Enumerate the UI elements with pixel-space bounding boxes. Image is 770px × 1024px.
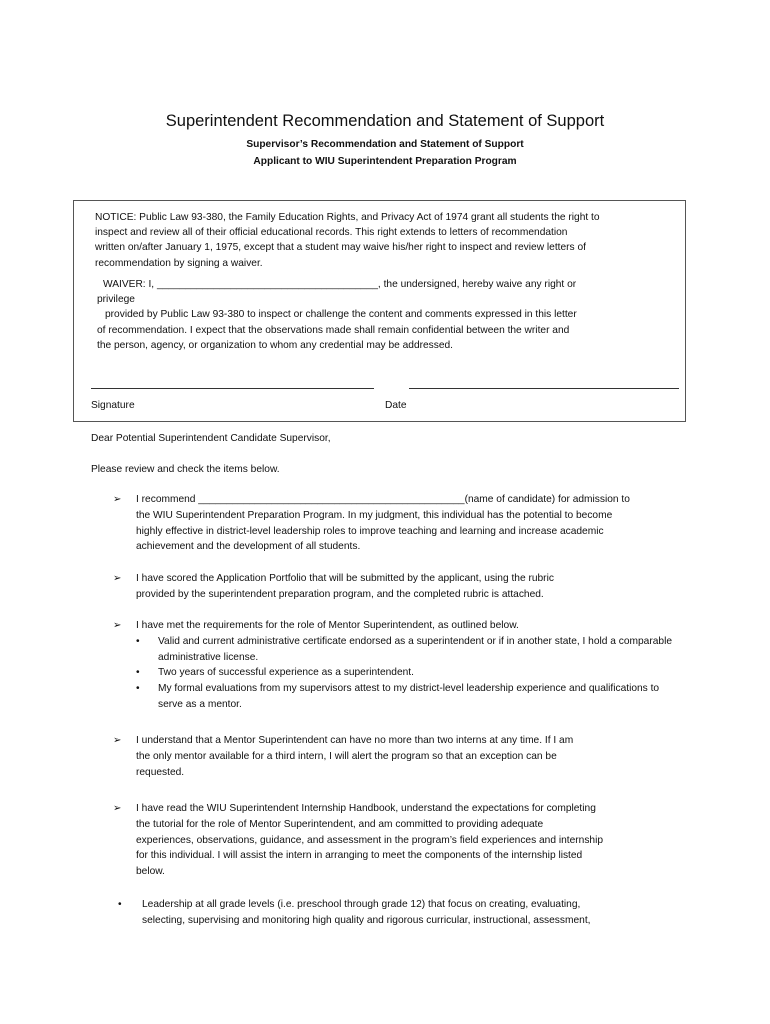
date-line[interactable] — [409, 388, 679, 389]
item-text — [136, 571, 673, 603]
notice-line: written on/after January 1, 1975, except that a student may waive his/her right to inspect and review letters of — [95, 242, 586, 254]
checklist-item-mentor-requirements[interactable] — [113, 618, 673, 713]
item-line: Leadership at all grade levels (i.e. preschool through grade 12) that focus on creating, evaluating, — [142, 899, 581, 910]
bullet-icon: • — [136, 667, 140, 679]
item-line: provided by the superintendent preparation program, and the completed rubric is attached. — [136, 588, 544, 600]
bullet-icon: • — [118, 899, 122, 910]
item-text — [136, 733, 673, 780]
item-line: I have read the WIU Superintendent Internship Handbook, understand the expectations for completing — [136, 803, 596, 814]
item-line: the only mentor available for a third intern, I will alert the program so that an exception can be — [136, 750, 557, 762]
internship-component-item — [118, 897, 658, 929]
item-text — [136, 492, 673, 555]
arrow-bullet-icon[interactable]: ➢ — [113, 803, 122, 814]
item-line: selecting, supervising and monitoring high quality and rigorous curricular, instructional, assessment, — [142, 914, 591, 926]
item-line: achievement and the development of all students. — [136, 541, 361, 553]
date-label: Date — [385, 400, 407, 411]
subtitle-applicant: Applicant to WIU Superintendent Preparation Program — [253, 156, 517, 167]
waiver-line: WAIVER: I, _______________________________________, the undersigned, hereby waive any right or — [103, 279, 577, 290]
list-item — [136, 681, 673, 713]
requirements-list — [136, 634, 673, 713]
checklist-item-intern-limit[interactable] — [113, 733, 673, 780]
notice-line: NOTICE: Public Law 93-380, the Family Education Rights, and Privacy Act of 1974 grant all students the right to — [95, 212, 600, 223]
item-line: I understand that a Mentor Superintendent can have no more than two interns at any time. If I am — [136, 735, 574, 746]
item-text — [136, 618, 673, 713]
checklist-item-portfolio[interactable] — [113, 571, 673, 603]
arrow-bullet-icon[interactable]: ➢ — [113, 620, 122, 631]
greeting: Dear Potential Superintendent Candidate Supervisor, — [91, 433, 331, 444]
notice-text — [95, 210, 675, 271]
page-title: Superintendent Recommendation and Statement of Support — [165, 112, 605, 130]
notice-line: inspect and review all of their official educational records. This right extends to letters of recommendation — [95, 227, 568, 239]
waiver-line: of recommendation. I expect that the observations made shall remain confidential between the writer and — [97, 324, 570, 336]
list-item — [136, 665, 673, 681]
list-item-text: My formal evaluations from my supervisors attest to my district-level leadership experience and qualifications to serve as a mentor. — [158, 683, 660, 710]
item-line: requested. — [136, 766, 185, 778]
notice-line: recommendation by signing a waiver. — [95, 257, 263, 269]
checklist-item-handbook[interactable] — [113, 801, 673, 880]
checklist-item-recommend[interactable] — [113, 492, 673, 555]
bullet-icon: • — [136, 635, 140, 647]
signature-label: Signature — [91, 400, 135, 411]
instruction: Please review and check the items below. — [91, 464, 280, 475]
list-item-text: Two years of successful experience as a superintendent. — [158, 667, 414, 679]
waiver-line: the person, agency, or organization to whom any credential may be addressed. — [97, 339, 454, 351]
item-line: I have met the requirements for the role of Mentor Superintendent, as outlined below. — [136, 620, 519, 631]
item-text — [142, 897, 658, 929]
item-line: for this individual. I will assist the intern in arranging to meet the components of the internship listed — [136, 850, 583, 862]
item-line: I have scored the Application Portfolio that will be submitted by the applicant, using the rubric — [136, 573, 554, 584]
item-line: below. — [136, 866, 165, 878]
bullet-icon: • — [136, 683, 140, 695]
signature-line[interactable] — [91, 388, 374, 389]
item-line: highly effective in district-level leadership roles to improve teaching and learning and increase academic — [136, 525, 604, 537]
arrow-bullet-icon[interactable]: ➢ — [113, 735, 122, 746]
waiver-line: provided by Public Law 93-380 to inspect or challenge the content and comments expressed in this letter — [105, 309, 577, 321]
waiver-text — [97, 277, 667, 353]
list-item-text: Valid and current administrative certificate endorsed as a superintendent or if in another state, I hold a comparable administrative license. — [158, 635, 673, 663]
item-line: experiences, observations, guidance, and assessment in the program’s field experiences and internship — [136, 834, 604, 846]
arrow-bullet-icon[interactable]: ➢ — [113, 573, 122, 584]
arrow-bullet-icon[interactable]: ➢ — [113, 494, 122, 505]
item-line: the WIU Superintendent Preparation Program. In my judgment, this individual has the potential to become — [136, 509, 613, 521]
notice-box — [73, 200, 686, 422]
item-line: the tutorial for the role of Mentor Superintendent, and am committed to providing adequate — [136, 818, 544, 830]
subtitle-supervisor: Supervisor’s Recommendation and Statement of Support — [246, 139, 524, 150]
waiver-line: privilege — [97, 294, 135, 306]
item-line: I recommend _______________________________________________(name of candidate) for admission to — [136, 494, 630, 505]
item-text — [136, 801, 673, 880]
list-item — [136, 634, 673, 666]
